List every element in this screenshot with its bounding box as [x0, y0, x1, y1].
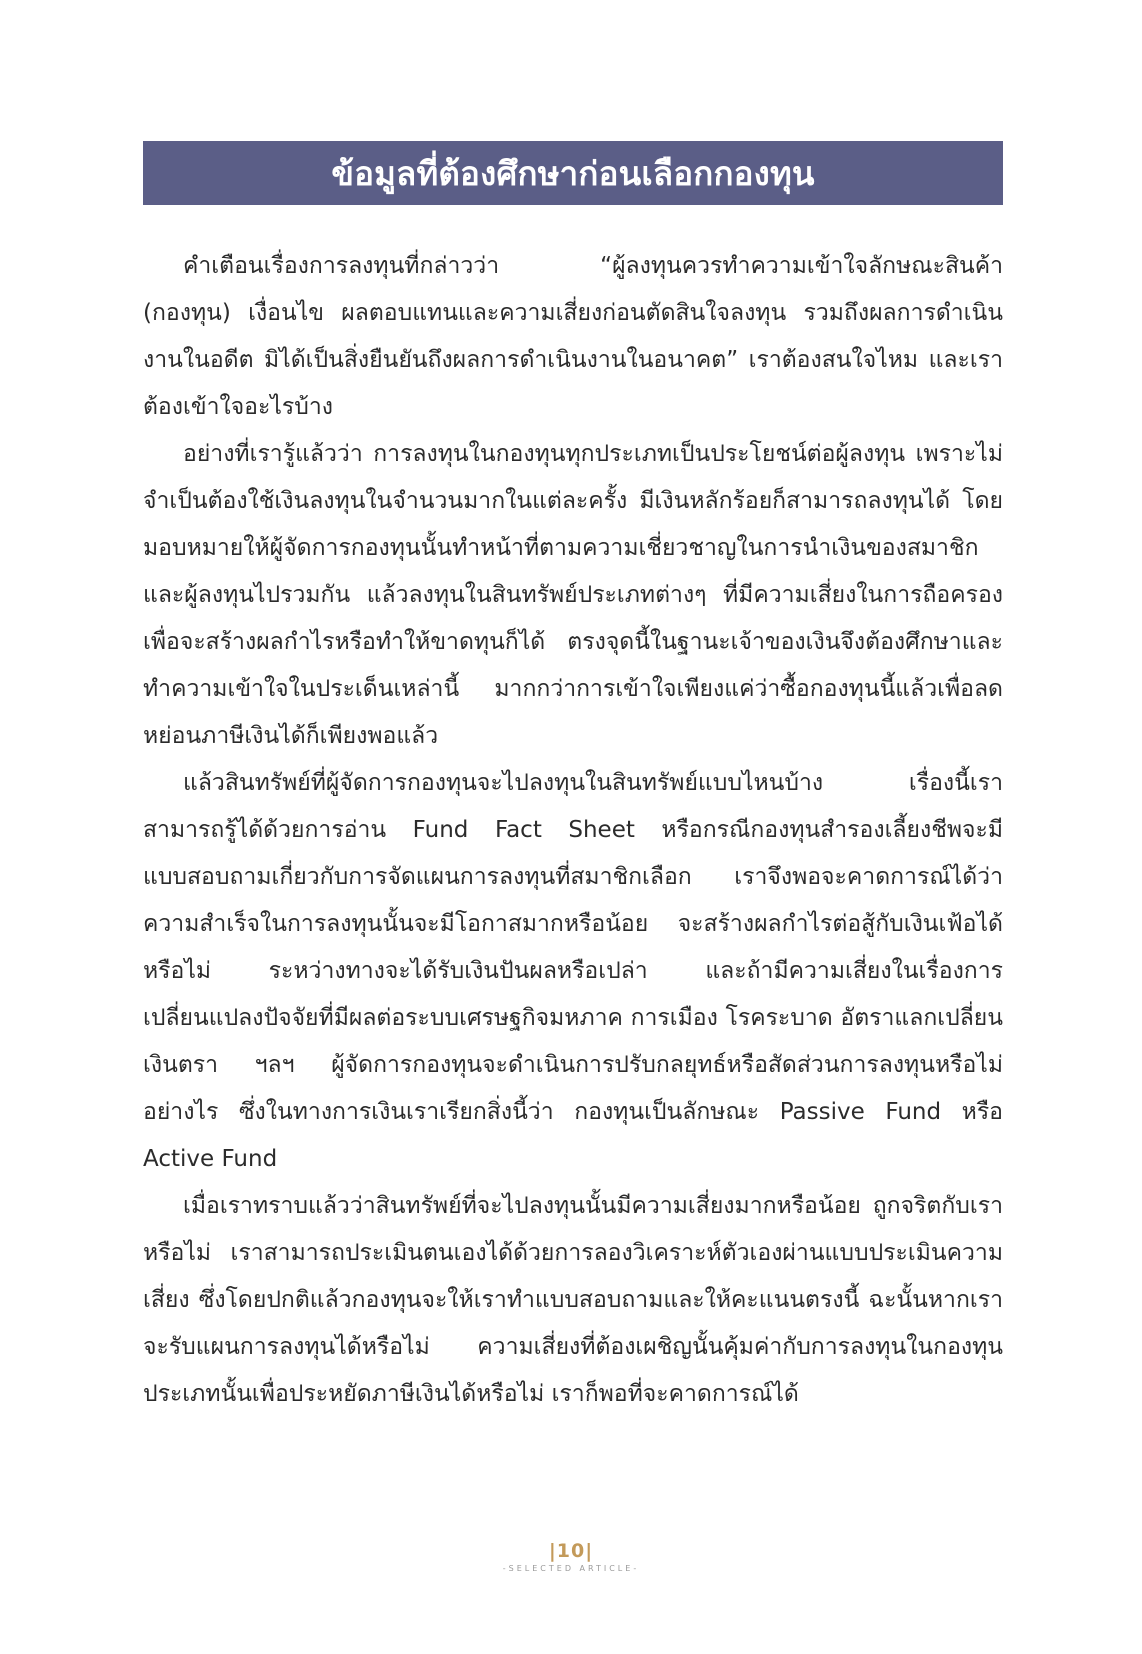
section-label: -SELECTED ARTICLE- [502, 1564, 640, 1573]
title-banner [143, 141, 1003, 205]
page-number-divider-left: | [548, 1540, 557, 1562]
page-number-divider-right: | [585, 1540, 594, 1562]
page-number-block [549, 1540, 593, 1562]
page-title: ข้อมูลที่ต้องศึกษาก่อนเลือกกองทุน [331, 153, 815, 193]
paragraph-3: แล้วสินทรัพย์ที่ผู้จัดการกองทุนจะไปลงทุนในสินทรัพย์แบบไหนบ้าง เรื่องนี้เราสามารถรู้ได้ด้วยการอ่าน Fund Fact Sheet หรือกรณีกองทุนสำรองเลี้ยงชีพจะมีแบบสอบถามเกี่ยวกับการจัดแผนการลงทุนที่สมาชิกเลือก เราจึงพอจะคาดการณ์ได้ว่าความสำเร็จในการลงทุนนั้นจะมีโอกาสมากหรือน้อย จะสร้างผลกำไรต่อสู้กับเงินเฟ้อได้หรือไม่ ระหว่างทางจะได้รับเงินปันผลหรือเปล่า และถ้ามีความเสี่ยงในเรื่องการเปลี่ยนแปลงปัจจัยที่มีผลต่อระบบเศรษฐกิจมหภาค การเมือง โรคระบาด อัตราแลกเปลี่ยนเงินตรา ฯลฯ ผู้จัดการกองทุนจะดำเนินการปรับกลยุทธ์หรือสัดส่วนการลงทุนหรือไม่ อย่างไร ซึ่งในทางการเงินเราเรียกสิ่งนี้ว่า กองทุนเป็นลักษณะ Passive Fund หรือ Active Fund [143, 770, 1003, 1172]
article-body [143, 243, 1003, 1418]
paragraph-2: อย่างที่เรารู้แล้วว่า การลงทุนในกองทุนทุกประเภทเป็นประโยชน์ต่อผู้ลงทุน เพราะไม่จำเป็นต้องใช้เงินลงทุนในจำนวนมากในแต่ละครั้ง มีเงินหลักร้อยก็สามารถลงทุนได้ โดยมอบหมายให้ผู้จัดการกองทุนนั้นทำหน้าที่ตามความเชี่ยวชาญในการนำเงินของสมาชิกและผู้ลงทุนไปรวมกัน แล้วลงทุนในสินทรัพย์ประเภทต่างๆ ที่มีความเสี่ยงในการถือครอง เพื่อจะสร้างผลกำไรหรือทำให้ขาดทุนก็ได้ ตรงจุดนี้ในฐานะเจ้าของเงินจึงต้องศึกษาและทำความเข้าใจในประเด็นเหล่านี้ มากกว่าการเข้าใจเพียงแค่ว่าซื้อกองทุนนี้แล้วเพื่อลดหย่อนภาษีเงินได้ก็เพียงพอแล้ว [143, 441, 1003, 749]
paragraph-1: คำเตือนเรื่องการลงทุนที่กล่าวว่า “ผู้ลงทุนควรทำความเข้าใจลักษณะสินค้า (กองทุน) เงื่อนไข ผลตอบแทนและความเสี่ยงก่อนตัดสินใจลงทุน รวมถึงผลการดำเนินงานในอดีต มิได้เป็นสิ่งยืนยันถึงผลการดำเนินงานในอนาคต” เราต้องสนใจไหม และเราต้องเข้าใจอะไรบ้าง [143, 253, 1003, 420]
paragraph-4: เมื่อเราทราบแล้วว่าสินทรัพย์ที่จะไปลงทุนนั้นมีความเสี่ยงมากหรือน้อย ถูกจริตกับเราหรือไม่ เราสามารถประเมินตนเองได้ด้วยการลองวิเคราะห์ตัวเองผ่านแบบประเมินความเสี่ยง ซึ่งโดยปกติแล้วกองทุนจะให้เราทำแบบสอบถามและให้คะแนนตรงนี้ ฉะนั้นหากเราจะรับแผนการลงทุนได้หรือไม่ ความเสี่ยงที่ต้องเผชิญนั้นคุ้มค่ากับการลงทุนในกองทุนประเภทนั้นเพื่อประหยัดภาษีเงินได้หรือไม่ เราก็พอที่จะคาดการณ์ได้ [143, 1193, 1003, 1407]
page-number: 10 [556, 1540, 586, 1562]
page-footer [0, 1540, 1142, 1573]
